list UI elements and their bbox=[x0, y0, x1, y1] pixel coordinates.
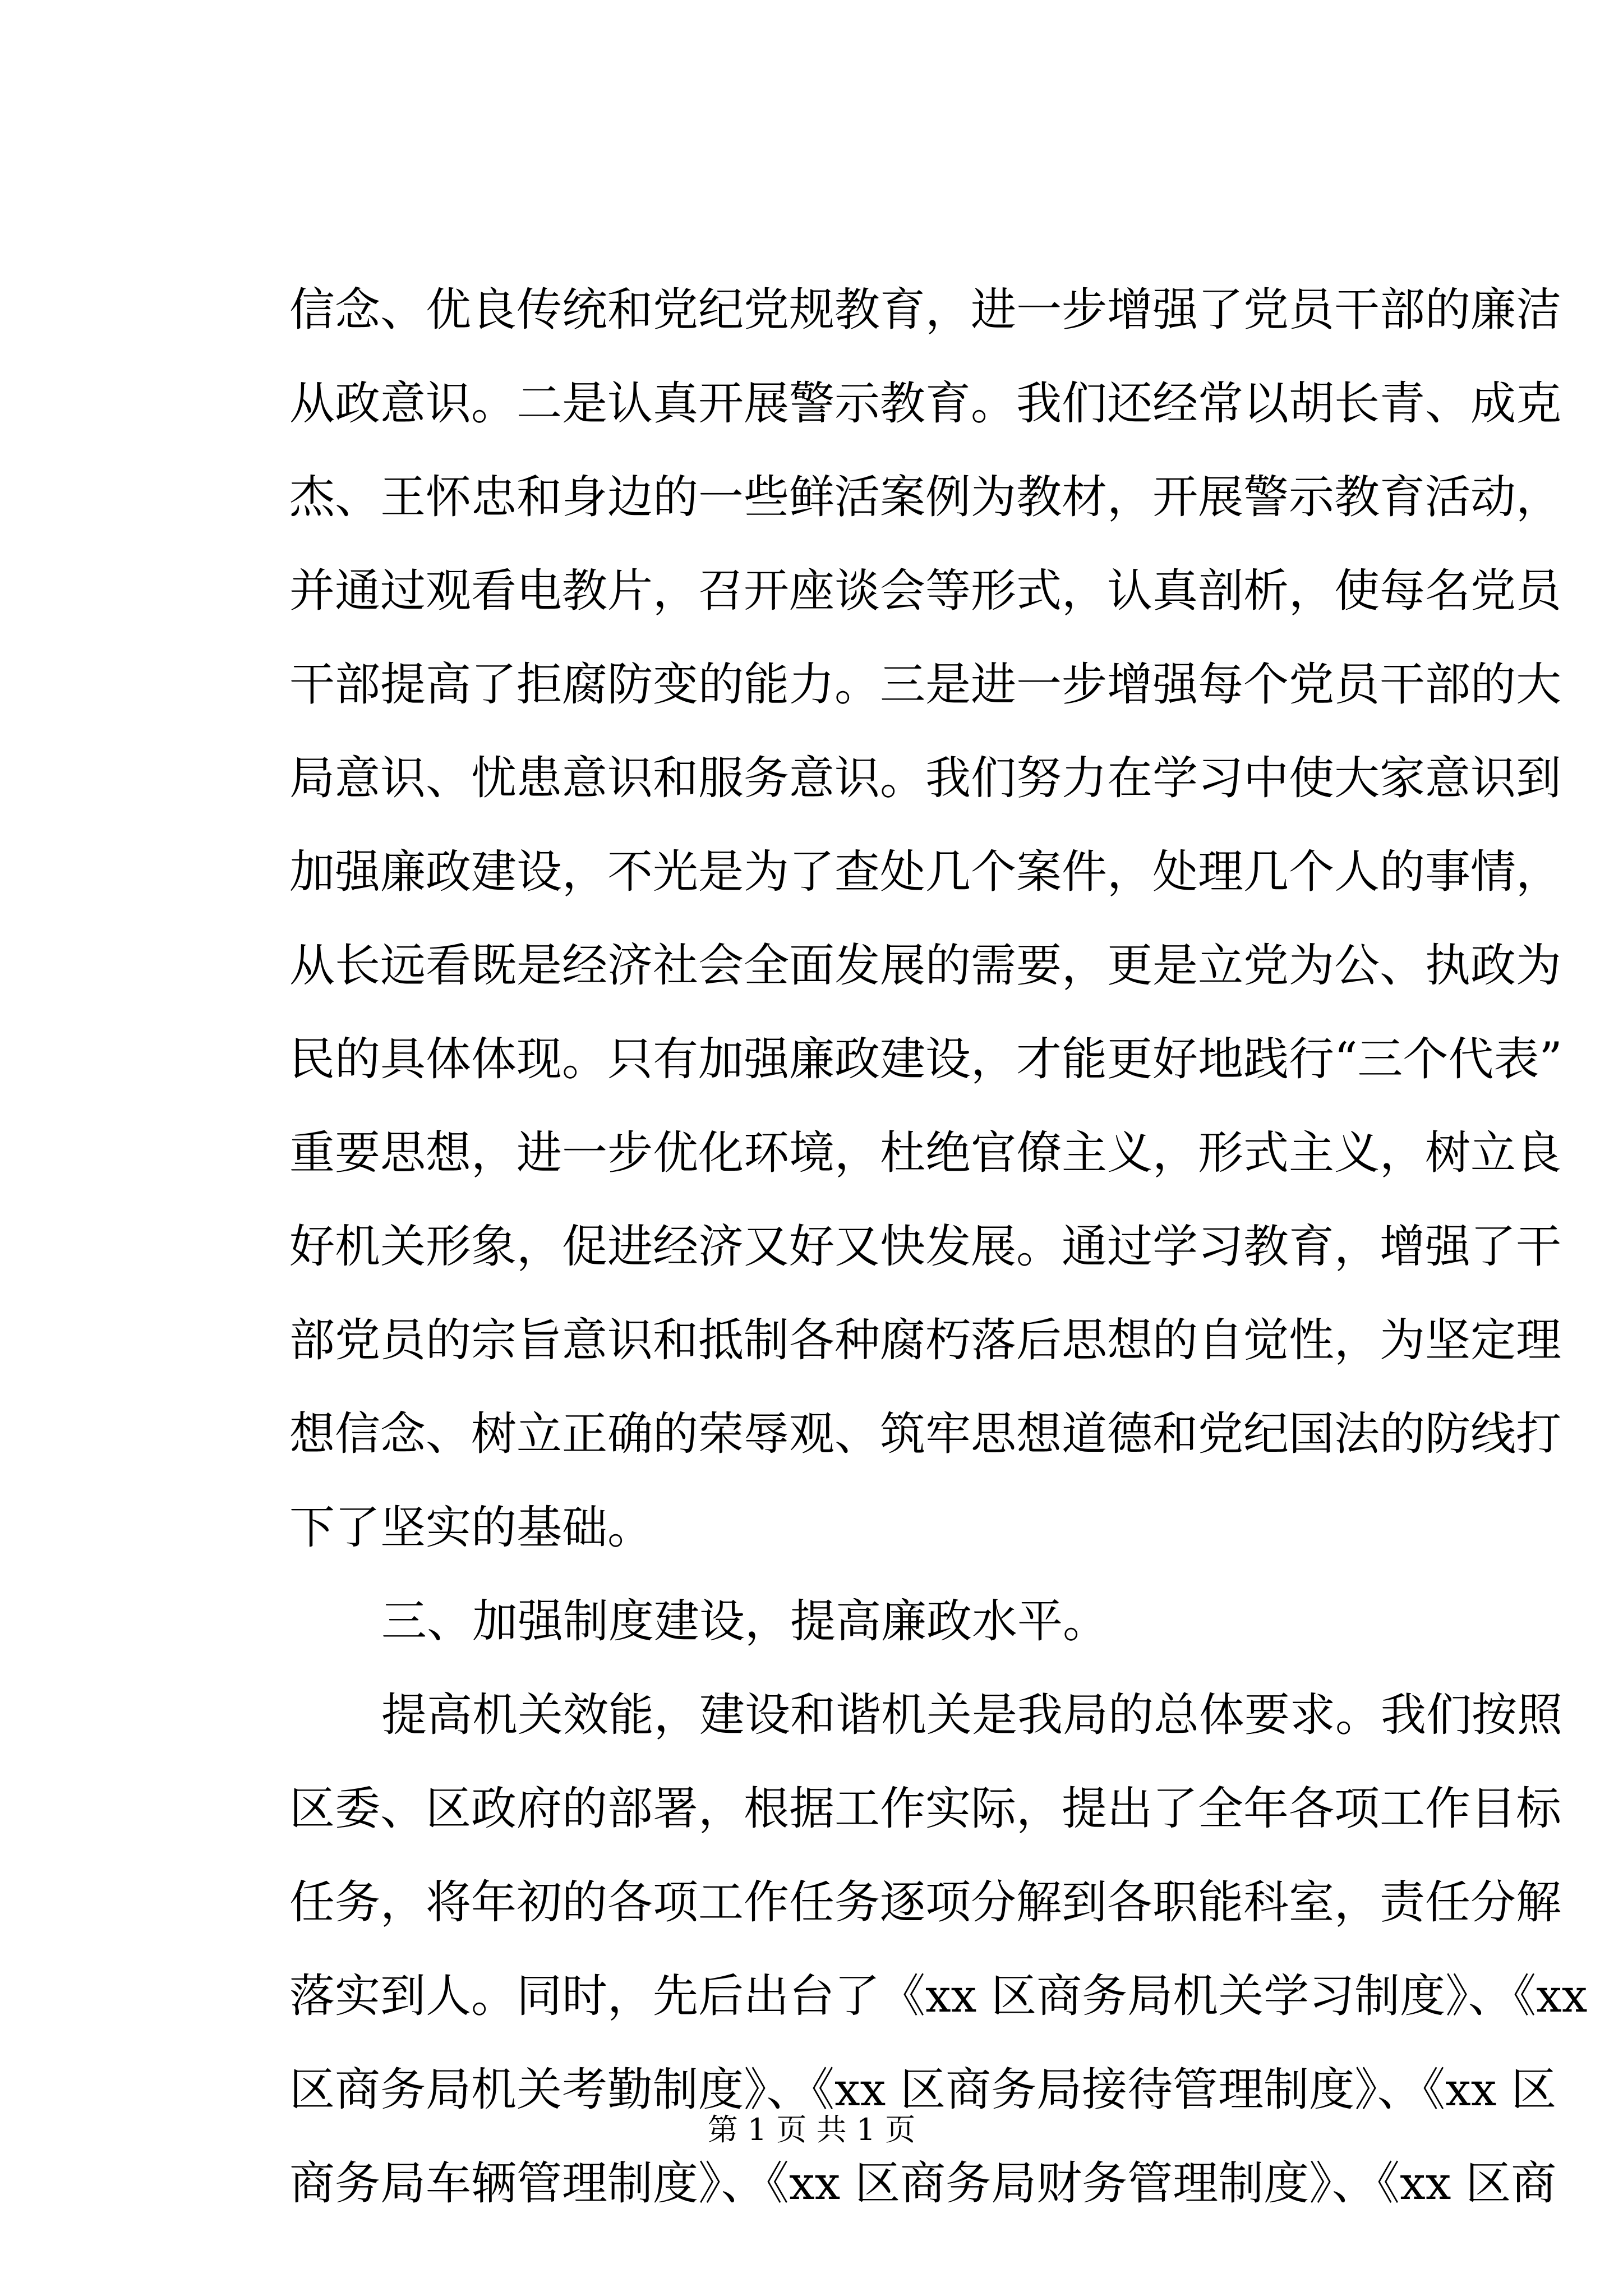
text-line: 想信念、树立正确的荣辱观、筑牢思想道德和党纪国法的防线打 bbox=[289, 1408, 1562, 1461]
text-line: 从政意识。二是认真开展警示教育。我们还经常以胡长青、成克 bbox=[289, 378, 1562, 430]
text-line: 下了坚实的基础。 bbox=[289, 1502, 653, 1554]
text-line: 商务局车辆管理制度》、《xx 区商务局财务管理制度》、《xx 区商 bbox=[289, 2157, 1557, 2210]
text-line: 任务，将年初的各项工作任务逐项分解到各职能科室，责任分解 bbox=[289, 1876, 1562, 1929]
section-heading: 三、加强制度建设，提高廉政水平。 bbox=[381, 1595, 1109, 1648]
text-line: 并通过观看电教片，召开座谈会等形式，认真剖析，使每名党员 bbox=[289, 565, 1562, 618]
text-line: 局意识、忧患意识和服务意识。我们努力在学习中使大家意识到 bbox=[289, 752, 1562, 805]
text-line: 重要思想，进一步优化环境，杜绝官僚主义，形式主义，树立良 bbox=[289, 1127, 1562, 1180]
text-line: 干部提高了拒腐防变的能力。三是进一步增强每个党员干部的大 bbox=[289, 659, 1562, 711]
text-line: 信念、优良传统和党纪党规教育，进一步增强了党员干部的廉洁 bbox=[289, 284, 1562, 337]
page-footer: 第 1 页 共 1 页 bbox=[707, 2112, 916, 2147]
text-line: 区商务局机关考勤制度》、《xx 区商务局接待管理制度》、《xx 区 bbox=[289, 2064, 1557, 2116]
text-line: 提高机关效能，建设和谐机关是我局的总体要求。我们按照 bbox=[381, 1689, 1563, 1742]
text-line: 区委、区政府的部署，根据工作实际，提出了全年各项工作目标 bbox=[289, 1783, 1562, 1835]
text-line: 好机关形象，促进经济又好又快发展。通过学习教育，增强了干 bbox=[289, 1221, 1562, 1273]
text-line: 加强廉政建设，不光是为了查处几个案件，处理几个人的事情， bbox=[289, 846, 1562, 899]
text-line: 杰、王怀忠和身边的一些鲜活案例为教材，开展警示教育活动， bbox=[289, 471, 1562, 524]
text-line: 落实到人。同时，先后出台了《xx 区商务局机关学习制度》、《xx bbox=[289, 1970, 1588, 2023]
body-text bbox=[289, 264, 1588, 2231]
text-line: 从长远看既是经济社会全面发展的需要，更是立党为公、执政为 bbox=[289, 940, 1562, 992]
text-line: 部党员的宗旨意识和抵制各种腐朽落后思想的自觉性，为坚定理 bbox=[289, 1314, 1562, 1367]
text-line: 民的具体体现。只有加强廉政建设，才能更好地践行“三个代表” bbox=[289, 1033, 1562, 1086]
